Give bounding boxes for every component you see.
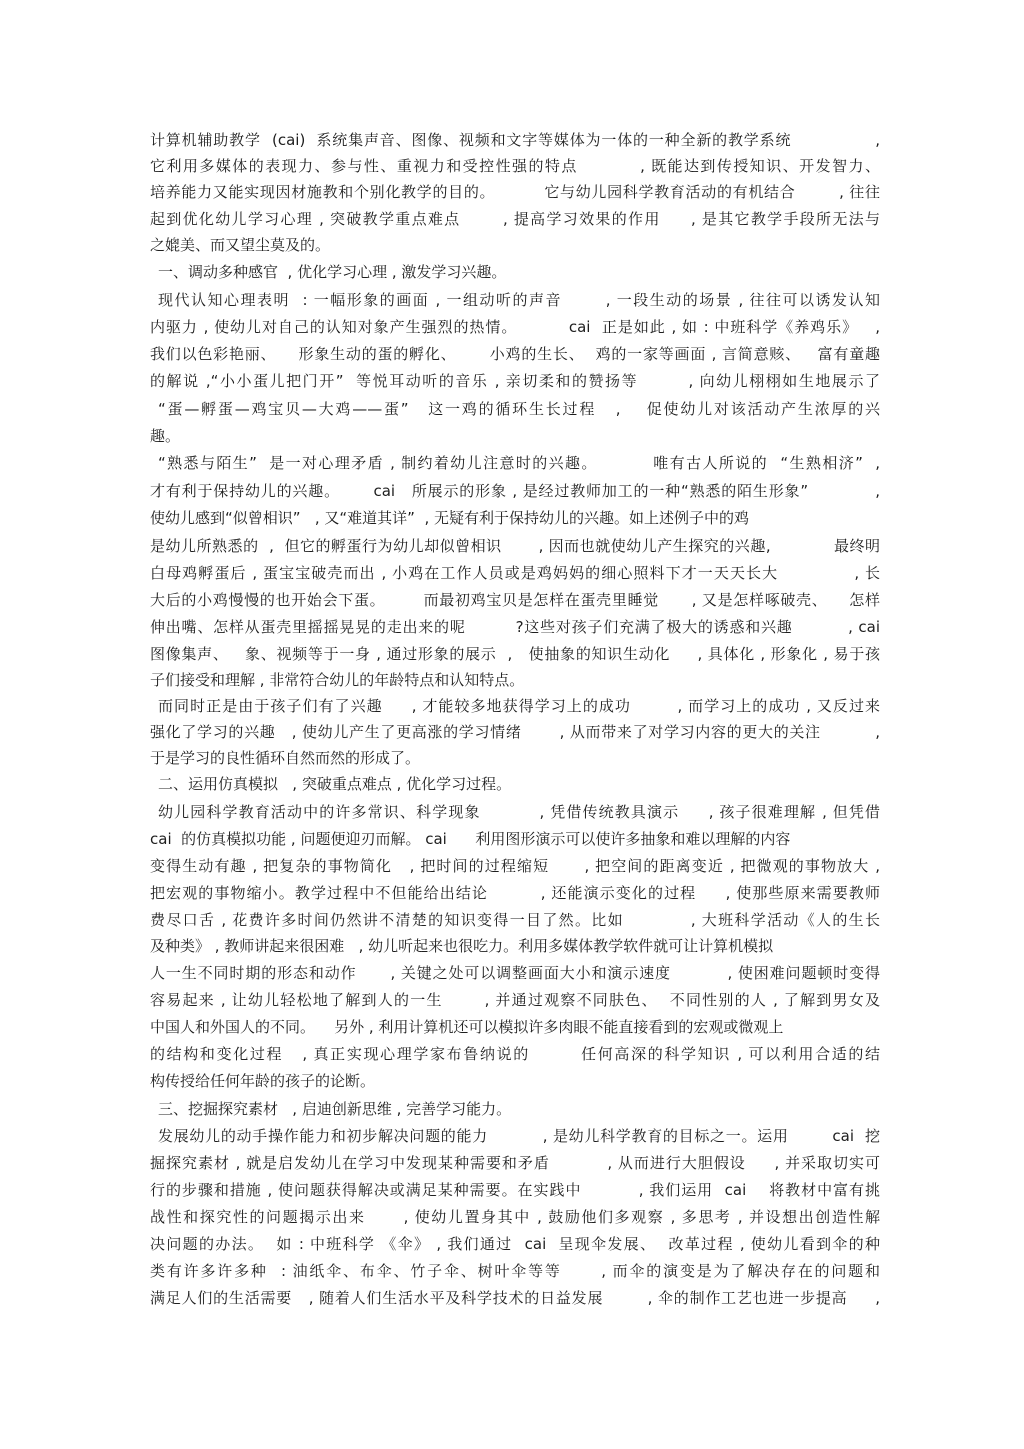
text-line: 掘探究素材 , 就是启发幼儿在学习中发现某种需要和矛盾 , 从而进行大胆假设 , 并采取切实可: [150, 1154, 880, 1172]
text-line: “蛋—孵蛋—鸡宝贝—大鸡——蛋” 这一鸡的循环生长过程 , 促使幼儿对该活动产生浓厚的兴: [158, 400, 880, 418]
text-line: 中国人和外国人的不同。 另外 , 利用计算机还可以模拟许多肉眼不能直接看到的宏观或微观上: [150, 1018, 784, 1036]
text-line: 起到优化幼儿学习心理 , 突破教学重点难点 , 提高学习效果的作用 , 是其它教学手段所无法与: [150, 210, 880, 228]
text-line: 内驱力 , 使幼儿对自己的认知对象产生强烈的热情。 cai 正是如此 , 如 : 中班科学《养鸡乐》 ,: [150, 318, 880, 336]
text-line: 之媲美、而又望尘莫及的。: [150, 236, 331, 254]
text-line: 构传授给任何年龄的孩子的论断。: [150, 1072, 376, 1090]
text-line: 而同时正是由于孩子们有了兴趣 , 才能较多地获得学习上的成功 , 而学习上的成功 , 又反过来: [158, 697, 880, 715]
text-line: 的结构和变化过程 , 真正实现心理学家布鲁纳说的 任何高深的科学知识 , 可以利用合适的结: [150, 1045, 880, 1063]
text-line: 大后的小鸡慢慢的也开始会下蛋。 而最初鸡宝贝是怎样在蛋壳里睡觉 , 又是怎样啄破壳、 怎样: [150, 591, 880, 609]
section-heading: 一、调动多种感官 , 优化学习心理 , 激发学习兴趣。: [158, 263, 507, 281]
text-line: 发展幼儿的动手操作能力和初步解决问题的能力 , 是幼儿科学教育的目标之一。运用 cai 挖: [158, 1127, 880, 1145]
text-line: 它利用多媒体的表现力、参与性、重视力和受控性强的特点 , 既能达到传授知识、开发智力、: [150, 157, 880, 175]
text-line: 满足人们的生活需要 , 随着人们生活水平及科学技术的日益发展 , 伞的制作工艺也进一步提高 ,: [150, 1289, 880, 1307]
text-line: 强化了学习的兴趣 , 使幼儿产生了更高涨的学习情绪 , 从而带来了对学习内容的更大的关注 ,: [150, 723, 880, 741]
section-heading: 三、挖掘探究素材 , 启迪创新思维 , 完善学习能力。: [158, 1100, 512, 1118]
text-line: 的解说 ,“小小蛋儿把门开” 等悦耳动听的音乐 , 亲切柔和的赞扬等 , 向幼儿栩栩如生地展示了: [150, 372, 880, 390]
section-heading: 二、运用仿真模拟 , 突破重点难点 , 优化学习过程。: [158, 775, 512, 793]
text-line: 伸出嘴、怎样从蛋壳里摇摇晃晃的走出来的呢 ?这些对孩子们充满了极大的诱惑和兴趣 , cai: [150, 618, 880, 636]
text-line: 使幼儿感到“似曾相识” , 又“难道其详” , 无疑有利于保持幼儿的兴趣。如上述例子中的鸡: [150, 509, 750, 527]
text-line: 于是学习的良性循环自然而然的形成了。: [150, 749, 421, 767]
text-line: 是幼儿所熟悉的 , 但它的孵蛋行为幼儿却似曾相识 , 因而也就使幼儿产生探究的兴趣, 最终明: [150, 537, 880, 555]
text-line: 趣。: [150, 427, 181, 445]
text-line: 现代认知心理表明 : 一幅形象的画面 , 一组动听的声音 , 一段生动的场景 , 往往可以诱发认知: [158, 291, 880, 309]
text-line: 培养能力又能实现因材施教和个别化教学的目的。 它与幼儿园科学教育活动的有机结合 , 往往: [150, 183, 880, 201]
text-line: 幼儿园科学教育活动中的许多常识、科学现象 , 凭借传统教具演示 , 孩子很难理解 , 但凭借: [158, 803, 880, 821]
text-line: 容易起来 , 让幼儿轻松地了解到人的一生 , 并通过观察不同肤色、 不同性别的人 , 了解到男女及: [150, 991, 880, 1009]
text-line: 费尽口舌 , 花费许多时间仍然讲不清楚的知识变得一目了然。比如 , 大班科学活动《人的生长: [150, 911, 880, 929]
text-line: 子们接受和理解 , 非常符合幼儿的年龄特点和认知特点。: [150, 671, 525, 689]
text-line: 变得生动有趣 , 把复杂的事物简化 , 把时间的过程缩短 , 把空间的距离变近 , 把微观的事物放大 ,: [150, 857, 880, 875]
text-line: 才有利于保持幼儿的兴趣。 cai 所展示的形象 , 是经过教师加工的一种“熟悉的陌生形象” ,: [150, 482, 880, 500]
text-line: 我们以色彩艳丽、 形象生动的蛋的孵化、 小鸡的生长、 鸡的一家等画面 , 言简意赅、 富有童趣: [150, 345, 880, 363]
text-line: 类有许多许多种 : 油纸伞、布伞、竹子伞、树叶伞等等 , 而伞的演变是为了解决存在的问题和: [150, 1262, 880, 1280]
text-line: 计算机辅助教学 (cai) 系统集声音、图像、视频和文字等媒体为一体的一种全新的教学系统 ,: [150, 131, 880, 149]
text-line: 战性和探究性的问题揭示出来 , 使幼儿置身其中 , 鼓励他们多观察 , 多思考 , 并设想出创造性解: [150, 1208, 880, 1226]
text-line: 白母鸡孵蛋后 , 蛋宝宝破壳而出 , 小鸡在工作人员或是鸡妈妈的细心照料下才一天天长大 , 长: [150, 564, 880, 582]
text-line: 决问题的办法。 如 : 中班科学 《伞》 , 我们通过 cai 呈现伞发展、 改革过程 , 使幼儿看到伞的种: [150, 1235, 880, 1253]
text-line: 及种类》 , 教师讲起来很困难 , 幼儿听起来也很吃力。利用多媒体教学软件就可让计算机模拟: [150, 937, 774, 955]
text-line: “熟悉与陌生” 是一对心理矛盾 , 制约着幼儿注意时的兴趣。 唯有古人所说的 “生熟相济” ,: [158, 454, 880, 472]
text-line: cai 的仿真模拟功能 , 问题便迎刃而解。 cai 利用图形演示可以使许多抽象和难以理解的内容: [150, 830, 791, 848]
text-line: 人一生不同时期的形态和动作 , 关键之处可以调整画面大小和演示速度 , 使困难问题顿时变得: [150, 964, 880, 982]
text-line: 把宏观的事物缩小。教学过程中不但能给出结论 , 还能演示变化的过程 , 使那些原来需要教师: [150, 884, 880, 902]
text-line: 图像集声、 象、视频等于一身 , 通过形象的展示 , 使抽象的知识生动化 , 具体化 , 形象化 , 易于孩: [150, 645, 880, 663]
text-line: 行的步骤和措施 , 使问题获得解决或满足某种需要。在实践中 , 我们运用 cai 将教材中富有挑: [150, 1181, 880, 1199]
